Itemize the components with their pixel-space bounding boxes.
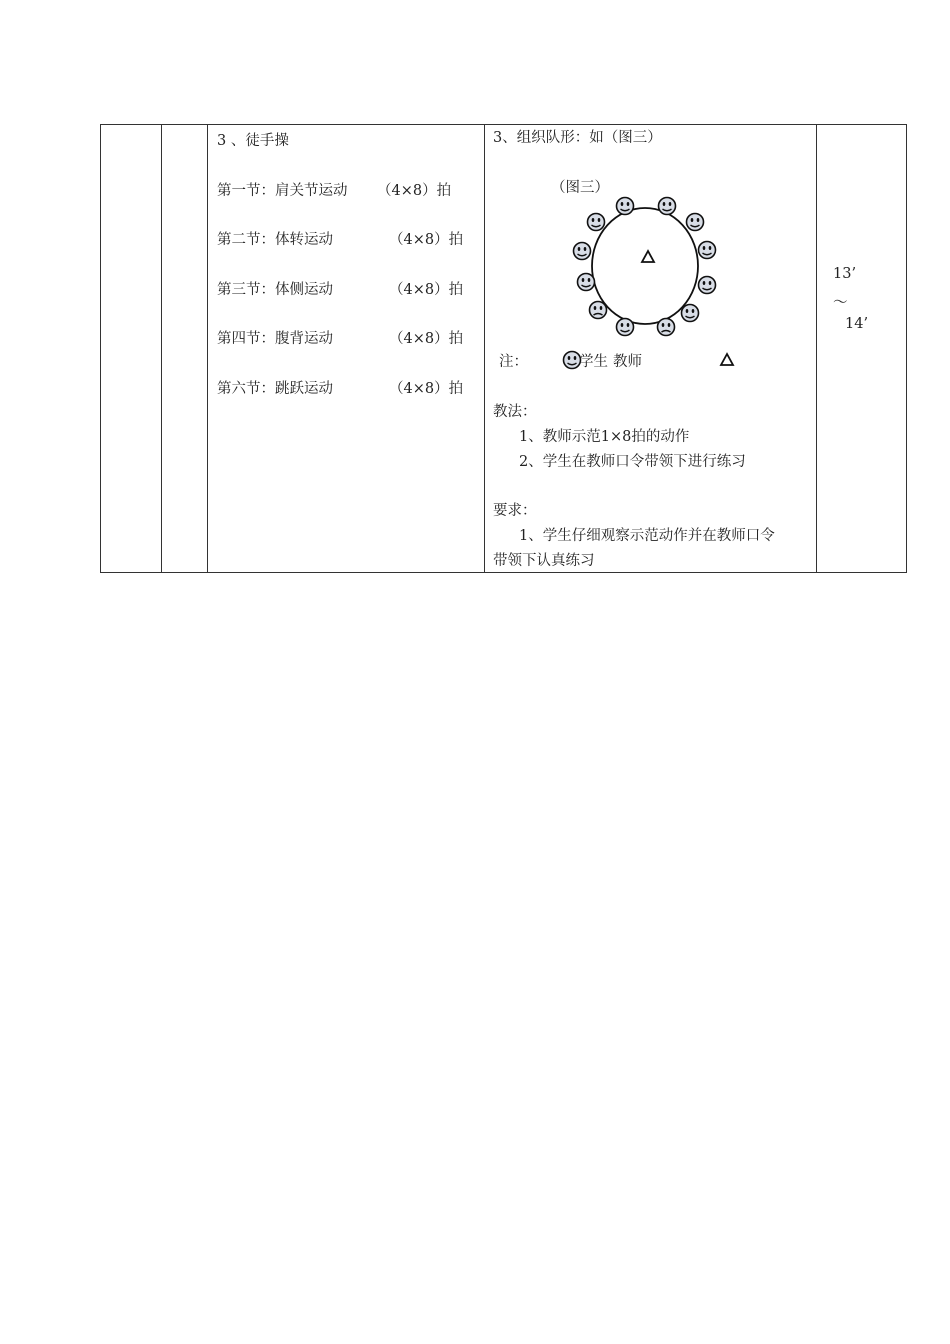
section-beats: （4×8）拍: [377, 182, 452, 199]
student-smiley-icon: [617, 319, 634, 336]
section-beats: （4×8）拍: [389, 232, 464, 248]
section-2: [217, 228, 484, 252]
requirement-line-1: 1、学生仔细观察示范动作并在教师口令: [519, 528, 775, 544]
student-frown-icon: [658, 319, 675, 336]
empty-cell-part: [101, 125, 162, 573]
student-smiley-icon: [687, 214, 704, 231]
organization-heading: 3、组织队形：如（图三）: [493, 130, 662, 146]
student-smiley-icon: [574, 243, 591, 260]
section-beats: （4×8）拍: [389, 380, 464, 397]
requirement-title: 要求：: [493, 503, 537, 519]
legend-teacher-triangle-icon: [721, 354, 733, 365]
section-name: 第三节：体侧运动: [217, 281, 333, 298]
student-smiley-icon: [578, 274, 595, 291]
section-3: [217, 278, 484, 302]
student-smiley-icon: [699, 242, 716, 259]
section-name: 第四节：腹背运动: [217, 331, 333, 347]
lesson-plan-table: [100, 124, 907, 573]
section-4: [217, 327, 484, 351]
formation-diagram: [485, 125, 816, 375]
time-start: 13’: [833, 266, 857, 282]
section-1: [217, 179, 484, 203]
section-name: 第二节：体转运动: [217, 232, 333, 248]
legend-note: 注：: [499, 354, 528, 370]
student-frown-icon: [590, 302, 607, 319]
empty-cell-stage: [162, 125, 208, 573]
student-smiley-icon: [682, 305, 699, 322]
figure-caption: （图三）: [551, 180, 609, 196]
method-title: 教法：: [493, 404, 537, 420]
requirement-line-2: 带领下认真练习: [493, 553, 595, 569]
organization-cell: [485, 125, 817, 573]
student-smiley-icon: [659, 198, 676, 215]
legend-teacher-label: 教师: [613, 354, 642, 370]
method-item-1: 1、教师示范1×8拍的动作: [519, 429, 690, 445]
legend-student-label: 学生: [579, 354, 608, 370]
content-cell: [208, 125, 485, 573]
student-smiley-icon: [617, 198, 634, 215]
exercise-heading: 3 、徒手操: [217, 133, 289, 149]
time-tilde: ～: [833, 295, 848, 311]
student-smiley-icon: [699, 277, 716, 294]
student-smiley-icon: [588, 214, 605, 231]
section-name: 第六节：跳跃运动: [217, 380, 333, 397]
legend-student-icon: [564, 352, 581, 369]
section-beats: （4×8）拍: [389, 281, 464, 298]
method-item-2: 2、学生在教师口令带领下进行练习: [519, 454, 746, 470]
teacher-triangle-icon: [642, 251, 654, 262]
time-cell: [817, 125, 907, 573]
section-name: 第一节：肩关节运动: [217, 182, 348, 199]
section-beats: （4×8）拍: [389, 331, 464, 347]
section-6: [217, 377, 484, 401]
circle-formation: [592, 208, 698, 324]
time-end: 14’: [845, 316, 869, 332]
